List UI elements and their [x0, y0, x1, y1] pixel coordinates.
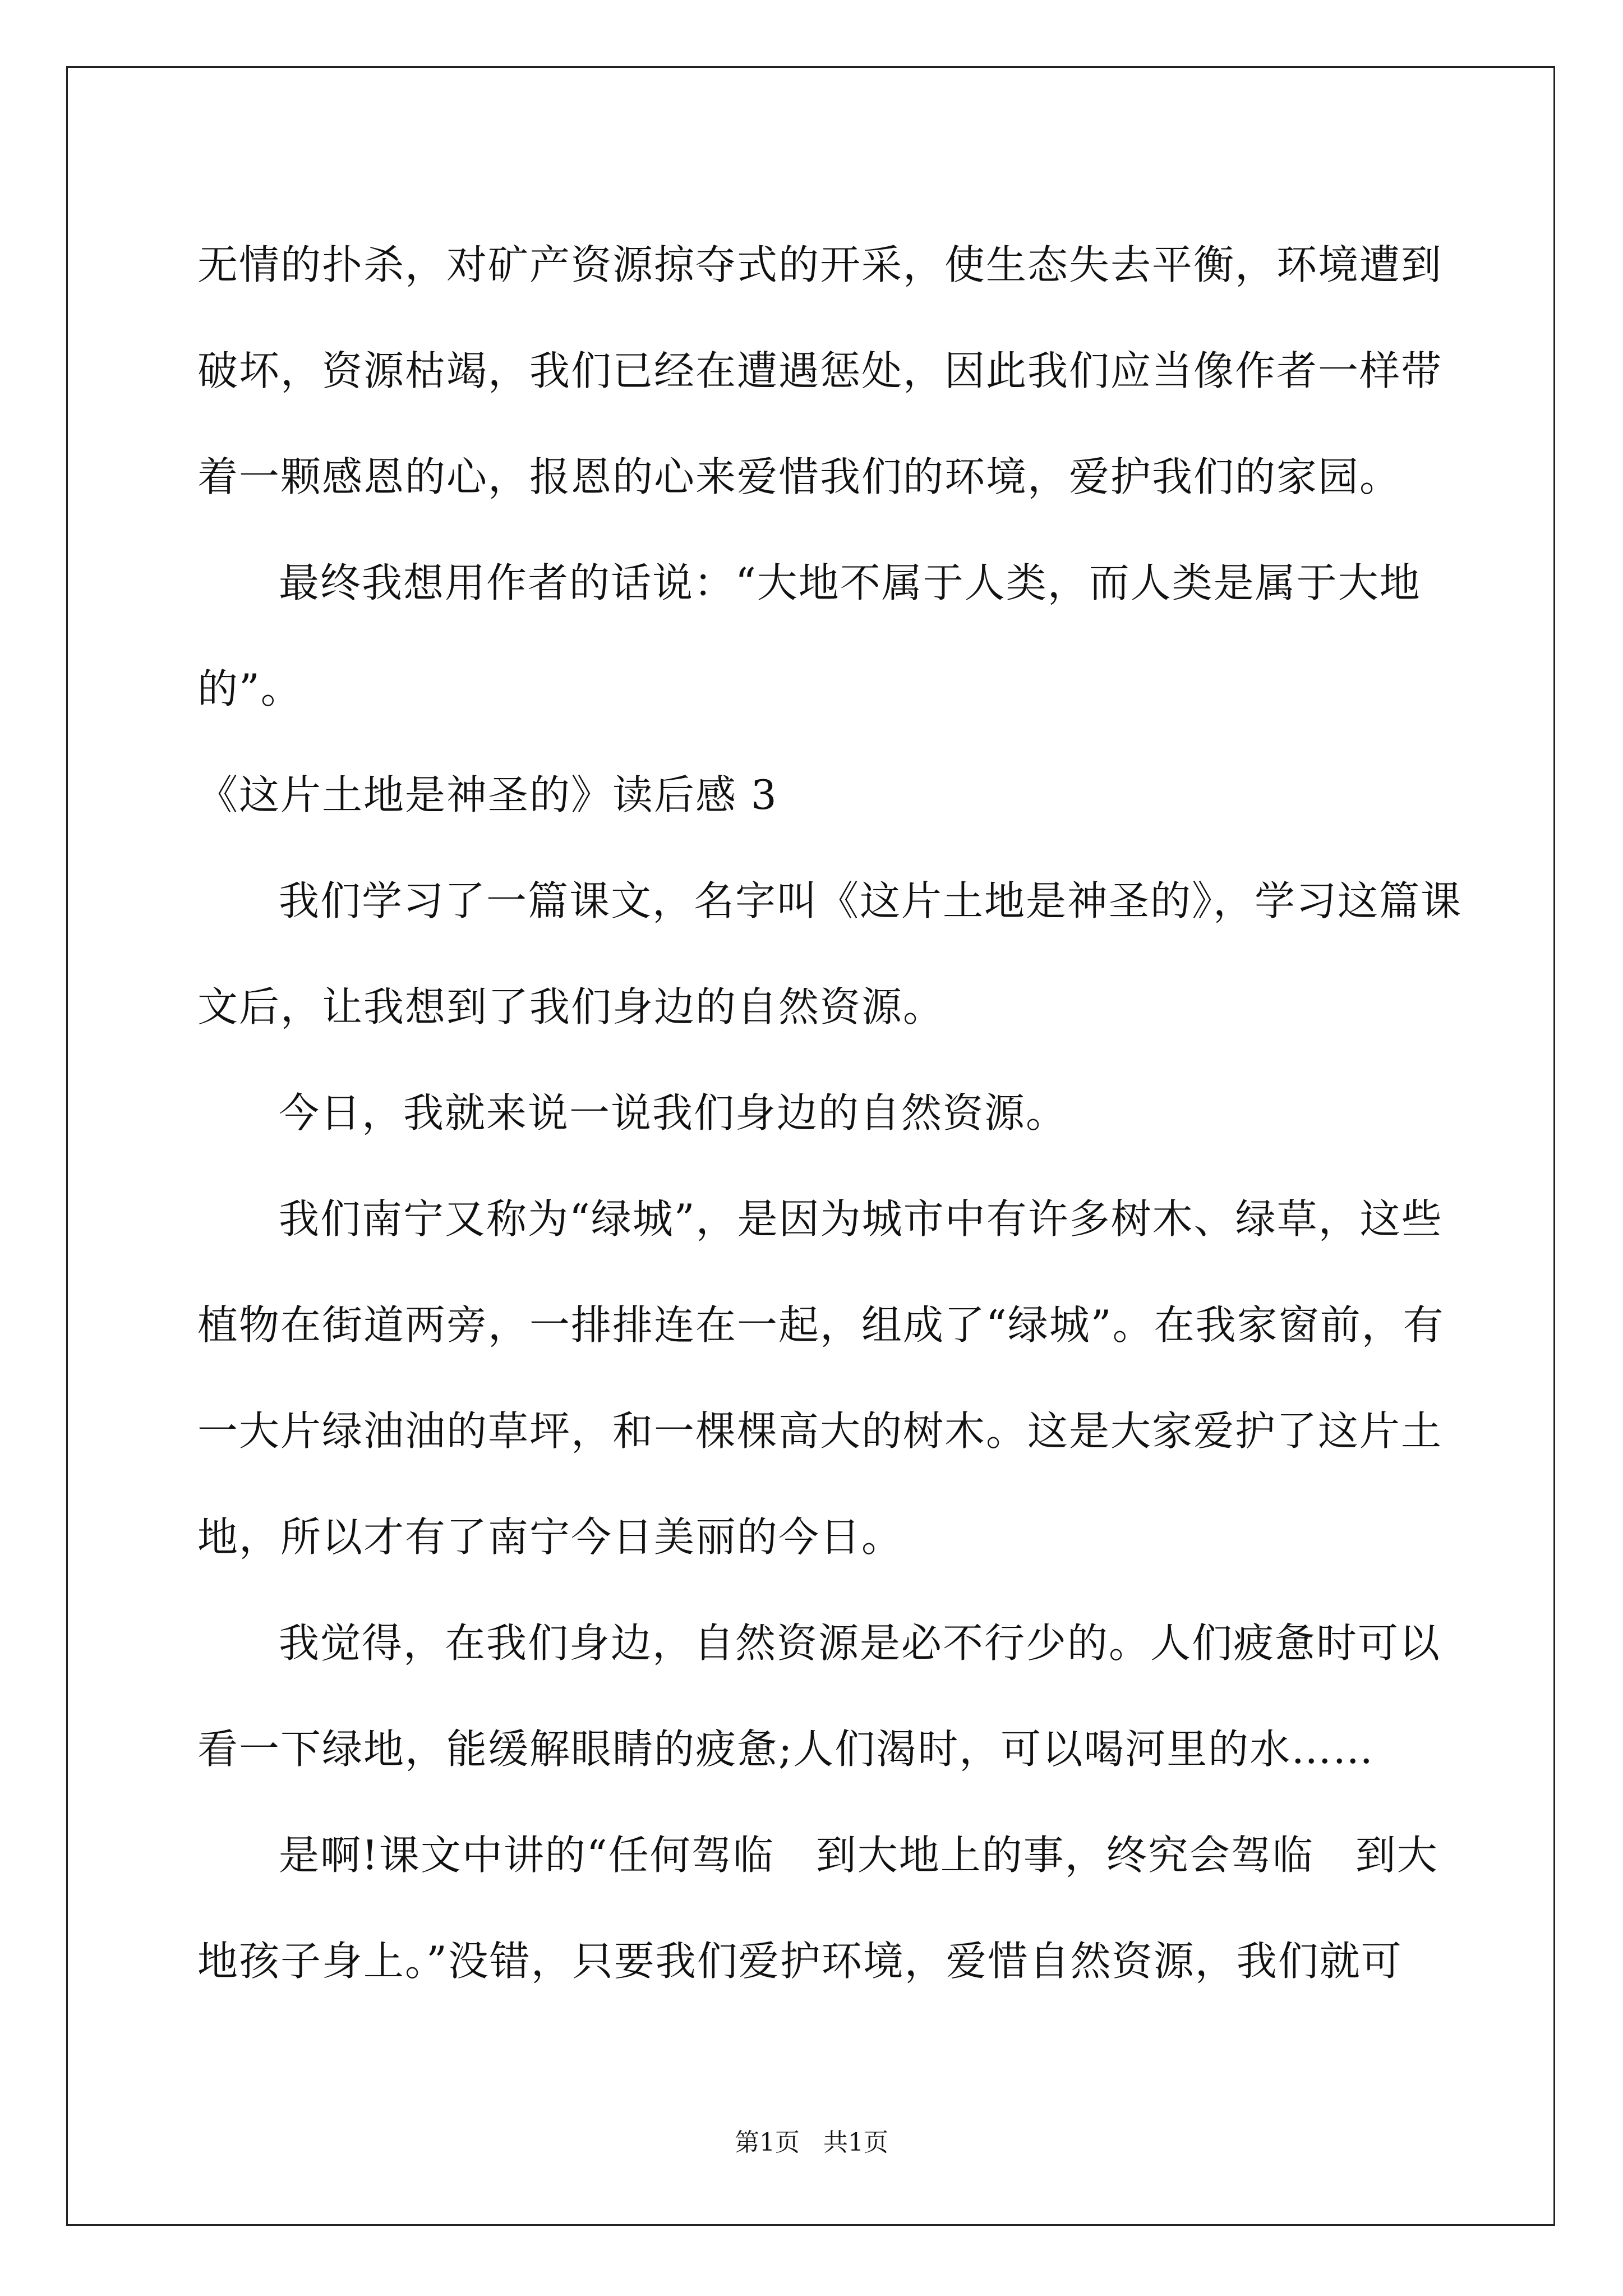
text-line: 植物在街道两旁，一排排连在一起，组成了“绿城”。在我家窗前，有: [197, 1301, 1445, 1349]
text-line: 我觉得，在我们身边，自然资源是必不行少的。人们疲惫时可以: [279, 1619, 1441, 1667]
document-body: [197, 212, 1463, 2014]
text-line: 破坏，资源枯竭，我们已经在遭遇惩处，因此我们应当像作者一样带: [197, 347, 1443, 394]
text-line: 的”。: [197, 665, 302, 712]
text-line: 一大片绿油油的草坪，和一棵棵高大的树木。这是大家爱护了这片土: [197, 1407, 1443, 1455]
page-footer: 第1页 共1页: [735, 2128, 888, 2157]
text-line: 无情的扑杀，对矿产资源掠夺式的开采，使生态失去平衡，环境遭到: [197, 241, 1443, 288]
text-line: 文后，让我想到了我们身边的自然资源。: [197, 983, 945, 1030]
text-line: 最终我想用作者的话说：“大地不属于人类，而人类是属于大地: [279, 559, 1421, 606]
text-line: 我们南宁又称为“绿城”，是因为城市中有许多树木、绿草，这些: [279, 1195, 1443, 1243]
text-line: 今日，我就来说一说我们身边的自然资源。: [279, 1089, 1068, 1137]
text-line: 看一下绿地，能缓解眼睛的疲惫;人们渴时，可以喝河里的水……: [197, 1726, 1375, 1773]
text-line: 是啊!课文中讲的“任何驾临 到大地上的事，终究会驾临 到大: [279, 1832, 1438, 1879]
text-line: 我们学习了一篇课文，名字叫《这片土地是神圣的》，学习这篇课: [279, 877, 1463, 924]
section-heading: 《这片土地是神圣的》读后感 3: [197, 771, 778, 818]
text-line: 地孩子身上。”没错，只要我们爱护环境，爱惜自然资源，我们就可: [197, 1938, 1403, 1985]
text-line: 地，所以才有了南宁今日美丽的今日。: [197, 1513, 903, 1561]
text-line: 着一颗感恩的心，报恩的心来爱惜我们的环境，爱护我们的家园。: [197, 453, 1401, 500]
